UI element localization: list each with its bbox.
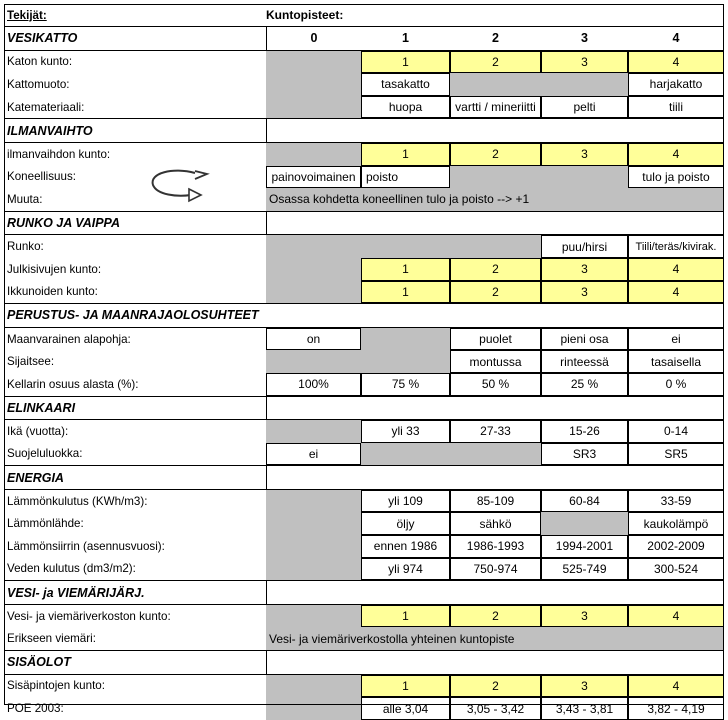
cell-1: yli 974 — [361, 558, 450, 581]
cell-3: SR3 — [541, 443, 628, 466]
section-runko-ja-vaippa — [4, 211, 724, 236]
row-sijaitsee — [4, 350, 724, 373]
row-julkisivujen-kunto — [4, 258, 724, 281]
cell-4: 300-524 — [628, 558, 724, 581]
cell-4: 33-59 — [628, 490, 724, 513]
section-fill — [266, 466, 724, 489]
cell-3: pelti — [541, 96, 628, 119]
row-label: Runko: — [7, 240, 44, 254]
cell-1: 1 — [361, 258, 450, 281]
cell-3: pieni osa — [541, 328, 628, 351]
cell-4: kaukolämpö — [628, 512, 724, 535]
cell-1: alle 3,04 — [361, 697, 450, 720]
cell-4: harjakatto — [628, 73, 724, 96]
cell-1: yli 33 — [361, 420, 450, 443]
row-label: Muuta: — [7, 192, 43, 206]
cell-4: 4 — [628, 281, 724, 304]
column-header-0: 0 — [266, 27, 361, 50]
section-vesikatto — [4, 26, 724, 51]
row-maanvarainen-alapohja — [4, 328, 724, 351]
cell-2: 85-109 — [450, 490, 541, 513]
authors-label: Tekijät: — [7, 8, 47, 22]
column-header-3: 3 — [581, 31, 588, 46]
row-lammonkulutus — [4, 490, 724, 513]
cell-1: öljy — [361, 512, 450, 535]
section-energia — [4, 465, 724, 490]
row-erikseen-viemari — [4, 627, 724, 650]
cell-0 — [266, 96, 361, 119]
row-label: Sijaitsee: — [7, 355, 55, 369]
row-katemateriaali — [4, 96, 724, 119]
row-label: Ikä (vuotta): — [7, 424, 69, 438]
row-label: Lämmönsiirrin (asennusvuosi): — [7, 539, 165, 553]
cell-4: tasaisella — [628, 350, 724, 373]
section-vesi-ja-viemari — [4, 580, 724, 605]
row-ikkunoiden-kunto — [4, 281, 724, 304]
cell-1: ennen 1986 — [361, 535, 450, 558]
note-cell: Osassa kohdetta koneellinen tulo ja poisto --> +1 — [266, 188, 724, 211]
row-label: Ikkunoiden kunto: — [7, 285, 98, 299]
row-label: Koneellisuus: — [7, 170, 76, 184]
cell-2: 2 — [450, 605, 541, 628]
row-kattomuoto — [4, 73, 724, 96]
sheet-header-row — [4, 4, 724, 26]
cell-4: 4 — [628, 51, 724, 74]
cell-2: 50 % — [450, 373, 541, 396]
cell-0-1 — [266, 350, 450, 373]
row-suojeluluokka — [4, 443, 724, 466]
section-title: PERUSTUS- JA MAANRAJAOLOSUHTEET — [7, 308, 259, 323]
section-fill — [266, 397, 724, 420]
row-label: ilmanvaihdon kunto: — [7, 147, 111, 161]
row-runko — [4, 235, 724, 258]
cell-4: 4 — [628, 605, 724, 628]
cell-4: 4 — [628, 675, 724, 698]
curved-arrow-icon — [143, 165, 213, 205]
cell-1-2 — [361, 443, 541, 466]
cell-1: poisto — [361, 166, 450, 189]
cell-3: 25 % — [541, 373, 628, 396]
row-label: Katemateriaali: — [7, 100, 85, 114]
row-label: POE 2003: — [7, 702, 64, 716]
cell-4: 3,82 - 4,19 — [628, 697, 724, 720]
cell-2: 2 — [450, 258, 541, 281]
row-label: Katon kunto: — [7, 55, 73, 69]
cell-3: 3,43 - 3,81 — [541, 697, 628, 720]
section-title: ILMANVAIHTO — [7, 123, 93, 138]
cell-0: 100% — [266, 373, 361, 396]
cell-3: 3 — [541, 675, 628, 698]
section-title: VESI- ja VIEMÄRIJÄRJ. — [7, 585, 145, 600]
section-perustus — [4, 303, 724, 328]
row-label: Lämmönlähde: — [7, 517, 84, 531]
section-ilmanvaihto — [4, 118, 724, 143]
row-label: Julkisivujen kunto: — [7, 262, 102, 276]
row-lammonsiirrin — [4, 535, 724, 558]
cell-0 — [266, 512, 361, 535]
row-kellarin-osuus — [4, 373, 724, 396]
cell-2: sähkö — [450, 512, 541, 535]
cell-3: 3 — [541, 51, 628, 74]
cell-4: 2002-2009 — [628, 535, 724, 558]
cell-2: 3,05 - 3,42 — [450, 697, 541, 720]
row-lammonlahde — [4, 512, 724, 535]
note-cell: Vesi- ja viemäriverkostolla yhteinen kuntopiste — [266, 627, 724, 650]
column-header-1: 1 — [402, 31, 409, 46]
cell-4: tulo ja poisto — [628, 166, 724, 189]
section-title: VESIKATTO — [7, 31, 78, 46]
row-koneellisuus — [4, 166, 724, 189]
cell-2: montussa — [450, 350, 541, 373]
section-title: ENERGIA — [7, 470, 64, 485]
row-katon-kunto — [4, 51, 724, 74]
cell-4: ei — [628, 328, 724, 351]
section-fill — [266, 119, 724, 142]
cell-1: tasakatto — [361, 73, 450, 96]
row-label: Sisäpintojen kunto: — [7, 679, 105, 693]
cell-2: 27-33 — [450, 420, 541, 443]
cell-0 — [266, 143, 361, 166]
cell-3: 3 — [541, 605, 628, 628]
cell-2: 2 — [450, 281, 541, 304]
cell-4: 4 — [628, 143, 724, 166]
cell-0 — [266, 51, 361, 74]
row-muuta — [4, 188, 724, 211]
cell-3: rinteessä — [541, 350, 628, 373]
cell-0 — [266, 73, 361, 96]
condition-points-sheet — [4, 4, 724, 720]
cell-4: 0-14 — [628, 420, 724, 443]
cell-0 — [266, 558, 361, 581]
cell-0 — [266, 535, 361, 558]
cell-1: 1 — [361, 675, 450, 698]
cell-0 — [266, 420, 361, 443]
row-veden-kulutus — [4, 558, 724, 581]
row-label: Maanvarainen alapohja: — [7, 332, 131, 346]
column-header-4: 4 — [672, 31, 680, 46]
cell-3: 1994-2001 — [541, 535, 628, 558]
cell-3: 60-84 — [541, 490, 628, 513]
row-poe-2003 — [4, 697, 724, 720]
section-sisaolot — [4, 650, 724, 675]
cell-3: 15-26 — [541, 420, 628, 443]
cell-0 — [266, 697, 361, 720]
cell-2: vartti / mineriitti — [450, 96, 541, 119]
section-elinkaari — [4, 396, 724, 421]
cell-1 — [361, 328, 450, 351]
cell-3: 525-749 — [541, 558, 628, 581]
row-ika — [4, 420, 724, 443]
section-fill — [266, 651, 724, 674]
cell-4: SR5 — [628, 443, 724, 466]
section-fill — [266, 581, 724, 604]
cell-4: Tiili/teräs/kivirak. — [628, 235, 724, 258]
cell-1: 75 % — [361, 373, 450, 396]
section-fill — [266, 212, 724, 235]
cell-4: 4 — [628, 258, 724, 281]
cell-0 — [266, 258, 361, 281]
cell-2-3 — [450, 73, 628, 96]
row-label: Suojeluluokka: — [7, 447, 83, 461]
row-label: Veden kulutus (dm3/m2): — [7, 562, 136, 576]
cell-3 — [541, 512, 628, 535]
cell-1: 1 — [361, 605, 450, 628]
section-title: ELINKAARI — [7, 400, 76, 415]
row-label: Kattomuoto: — [7, 77, 70, 91]
row-vesi-viemari-kunto — [4, 605, 724, 628]
cell-0 — [266, 605, 361, 628]
points-label: Kuntopisteet: — [266, 8, 344, 22]
cell-1: 1 — [361, 281, 450, 304]
cell-1: yli 109 — [361, 490, 450, 513]
cell-1: 1 — [361, 51, 450, 74]
section-title: RUNKO JA VAIPPA — [7, 216, 120, 231]
row-label: Kellarin osuus alasta (%): — [7, 377, 139, 391]
cell-0: on — [266, 328, 361, 351]
cell-0 — [266, 281, 361, 304]
row-sisapintojen-kunto — [4, 675, 724, 698]
row-ilmanvaihdon-kunto — [4, 143, 724, 166]
cell-1: 1 — [361, 143, 450, 166]
cell-2: puolet — [450, 328, 541, 351]
cell-2: 2 — [450, 143, 541, 166]
cell-3: 3 — [541, 258, 628, 281]
cell-3: puu/hirsi — [541, 235, 628, 258]
row-label: Vesi- ja viemäriverkoston kunto: — [7, 609, 171, 623]
cell-2: 750-974 — [450, 558, 541, 581]
cell-0 — [266, 490, 361, 513]
column-header-2: 2 — [492, 31, 499, 46]
cell-4: 0 % — [628, 373, 724, 396]
cell-4: tiili — [628, 96, 724, 119]
cell-2-3 — [450, 166, 628, 189]
cell-3: 3 — [541, 281, 628, 304]
cell-0: ei — [266, 443, 361, 466]
cell-1: huopa — [361, 96, 450, 119]
cell-0: painovoimainen — [266, 166, 361, 189]
row-label: Erikseen viemäri: — [7, 632, 96, 646]
cell-2: 2 — [450, 675, 541, 698]
cell-2: 2 — [450, 51, 541, 74]
cell-0-2 — [266, 235, 541, 258]
cell-2: 1986-1993 — [450, 535, 541, 558]
row-label: Lämmönkulutus (KWh/m3): — [7, 494, 148, 508]
cell-0 — [266, 675, 361, 698]
section-title: SISÄOLOT — [7, 655, 71, 670]
cell-3: 3 — [541, 143, 628, 166]
